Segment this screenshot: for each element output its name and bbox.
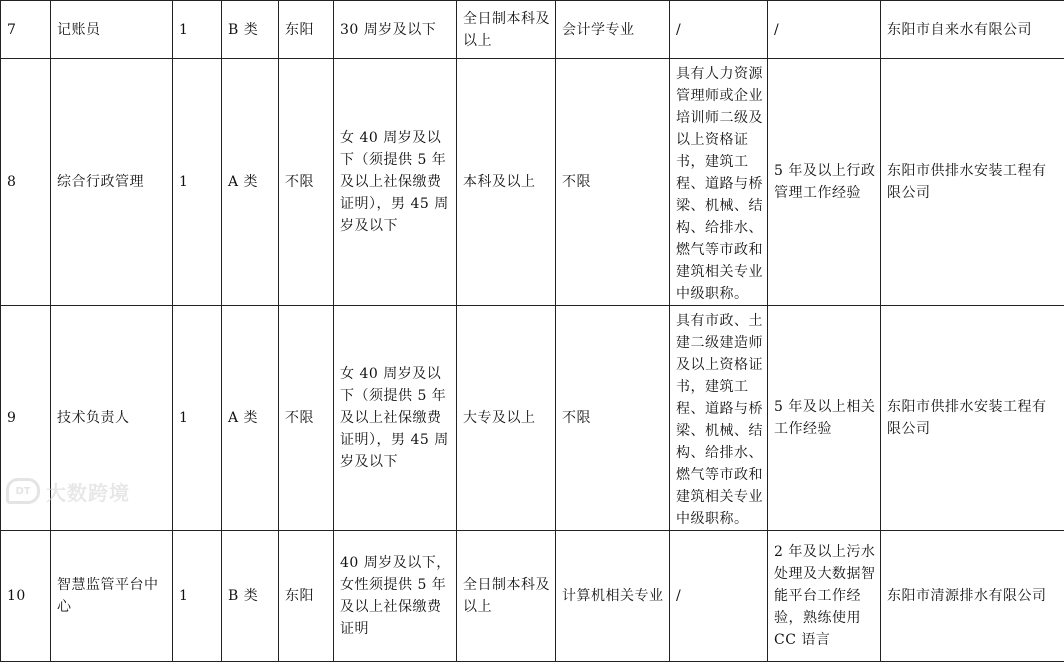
cell-cert: / xyxy=(670,531,768,662)
watermark-logo-icon: DT xyxy=(6,478,40,504)
cell-age: 40 周岁及以下，女性须提供 5 年及以上社保缴费证明 xyxy=(334,531,457,662)
cell-company: 东阳市清源排水有限公司 xyxy=(881,531,1064,662)
cell-cert: 具有人力资源管理师或企业培训师二级及以上资格证书，建筑工程、道路与桥梁、机械、结构、给排水、燃气等市政和建筑相关专业中级职称。 xyxy=(670,59,768,306)
cell-title: 智慧监管平台中心 xyxy=(51,531,173,662)
cell-age: 女 40 周岁及以下（须提供 5 年及以上社保缴费证明），男 45 周岁及以下 xyxy=(334,306,457,531)
cell-title: 技术负责人 xyxy=(51,306,173,531)
table-row xyxy=(1,59,1064,306)
cell-cert: / xyxy=(670,1,768,59)
cell-title: 记账员 xyxy=(51,1,173,59)
cell-major: 计算机相关专业 xyxy=(556,531,670,662)
cell-title: 综合行政管理 xyxy=(51,59,173,306)
cell-cert: 具有市政、土建二级建造师及以上资格证书，建筑工程、道路与桥梁、机械、结构、给排水、燃气等市政和建筑相关专业中级职称。 xyxy=(670,306,768,531)
cell-education: 全日制本科及以上 xyxy=(457,1,556,59)
cell-origin: 东阳 xyxy=(279,1,334,59)
cell-company: 东阳市供排水安装工程有限公司 xyxy=(881,59,1064,306)
cell-experience: 5 年及以上相关工作经验 xyxy=(768,306,881,531)
cell-education: 大专及以上 xyxy=(457,306,556,531)
cell-education: 本科及以上 xyxy=(457,59,556,306)
cell-seq: 9 xyxy=(1,306,51,531)
cell-company: 东阳市供排水安装工程有限公司 xyxy=(881,306,1064,531)
table-row xyxy=(1,1,1064,59)
cell-category: B 类 xyxy=(222,1,279,59)
cell-count: 1 xyxy=(173,531,222,662)
cell-experience: 2 年及以上污水处理及大数据智能平台工作经验，熟练使用 CC 语言 xyxy=(768,531,881,662)
cell-seq: 8 xyxy=(1,59,51,306)
cell-seq: 10 xyxy=(1,531,51,662)
cell-major: 不限 xyxy=(556,306,670,531)
cell-count: 1 xyxy=(173,59,222,306)
cell-origin: 不限 xyxy=(279,306,334,531)
cell-major: 会计学专业 xyxy=(556,1,670,59)
cell-experience: / xyxy=(768,1,881,59)
cell-education: 全日制本科及以上 xyxy=(457,531,556,662)
table-row xyxy=(1,306,1064,531)
watermark xyxy=(6,476,130,506)
cell-count: 1 xyxy=(173,1,222,59)
cell-company: 东阳市自来水有限公司 xyxy=(881,1,1064,59)
cell-origin: 不限 xyxy=(279,59,334,306)
cell-seq: 7 xyxy=(1,1,51,59)
cell-age: 女 40 周岁及以下（须提供 5 年及以上社保缴费证明），男 45 周岁及以下 xyxy=(334,59,457,306)
cell-experience: 5 年及以上行政管理工作经验 xyxy=(768,59,881,306)
cell-count: 1 xyxy=(173,306,222,531)
cell-origin: 东阳 xyxy=(279,531,334,662)
cell-category: B 类 xyxy=(222,531,279,662)
cell-category: A 类 xyxy=(222,59,279,306)
cell-age: 30 周岁及以下 xyxy=(334,1,457,59)
table-row xyxy=(1,531,1064,662)
cell-major: 不限 xyxy=(556,59,670,306)
cell-category: A 类 xyxy=(222,306,279,531)
watermark-text: 大数跨境 xyxy=(46,477,130,506)
